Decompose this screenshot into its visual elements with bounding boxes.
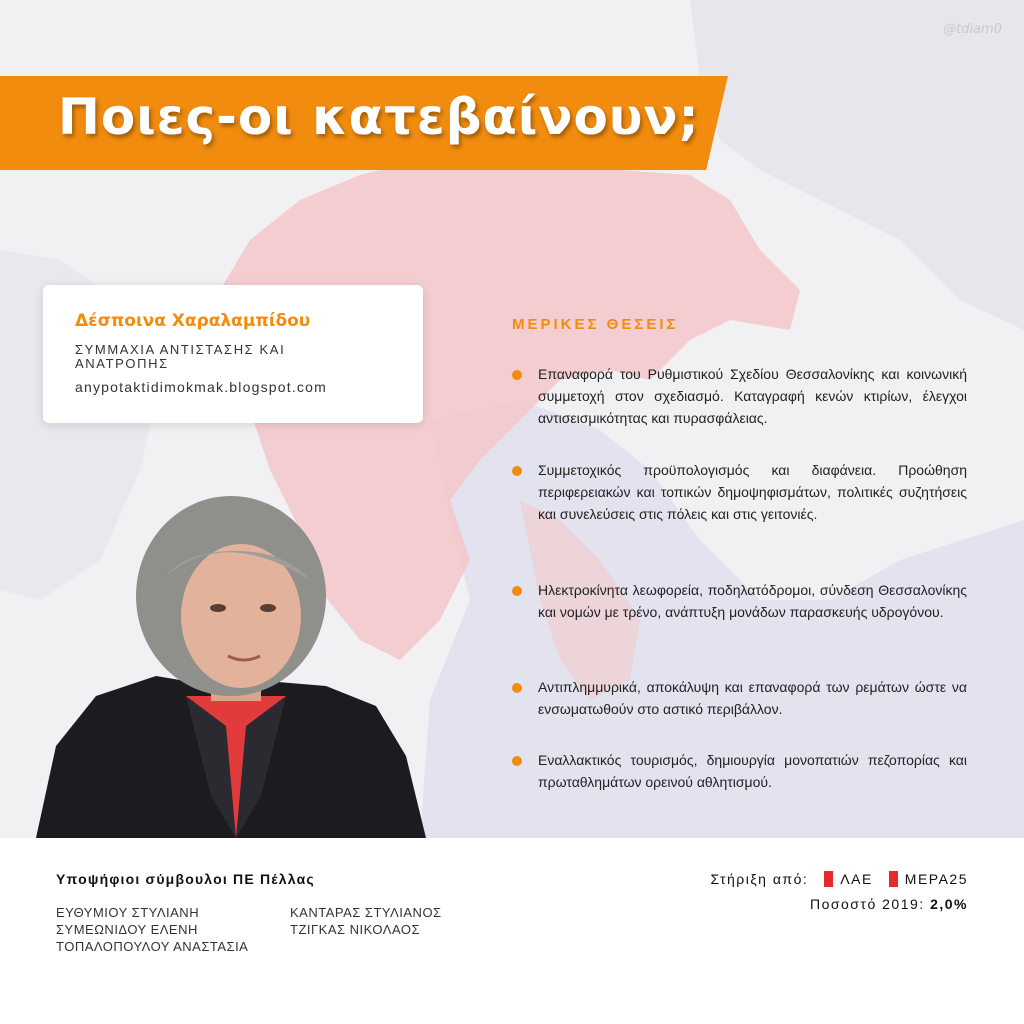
percent-label: Ποσοστό 2019: <box>809 896 925 912</box>
percent-value: 2,0% <box>930 896 968 912</box>
support-row <box>711 871 969 887</box>
page-title: Ποιες-οι κατεβαίνουν; <box>58 88 700 146</box>
percent-row <box>810 896 968 912</box>
footer <box>0 838 1024 1024</box>
bullet-dot-icon <box>512 370 522 380</box>
position-text: Συμμετοχικός προϋπολογισμός και διαφάνεια. Προώθηση περιφερειακών και τοπικών δημοψηφισμάτων, πολιτικές συζητήσεις και συνελεύσεις στις πόλεις και στις γειτονιές. <box>538 462 967 522</box>
position-text: Αντιπλημμυρικά, αποκάλυψη και επαναφορά των ρεμάτων ώστε να ενσωματωθούν στο αστικό περιβάλλον. <box>538 679 967 717</box>
position-text: Εναλλακτικός τουρισμός, δημιουργία μονοπατιών πεζοπορίας και πρωταθλημάτων ορεινού αθλητισμού. <box>538 752 967 790</box>
position-item <box>512 363 967 429</box>
bullet-dot-icon <box>512 466 522 476</box>
bullet-dot-icon <box>512 756 522 766</box>
supporter-name: ΜΕΡΑ25 <box>904 871 968 887</box>
council-list-1 <box>56 904 248 955</box>
supporter-name: ΛΑΕ <box>840 871 873 887</box>
position-text: Επαναφορά του Ρυθμιστικού Σχεδίου Θεσσαλονίκης και κοινωνική συμμετοχή στον σχεδιασμό. Καταγραφή κενών κτιρίων, έλεγχοι αντισεισμικότητας και πυρασφάλειας. <box>538 366 967 426</box>
position-item <box>512 749 967 793</box>
council-member: ΤΟΠΑΛΟΠΟΥΛΟΥ ΑΝΑΣΤΑΣΙΑ <box>56 939 249 954</box>
watermark: @tdiam0 <box>943 22 1002 37</box>
council-member: ΕΥΘΥΜΙΟΥ ΣΤΥΛΙΑΝΗ <box>56 905 200 920</box>
candidate-name: Δέσποινα Χαραλαμπίδου <box>75 311 311 331</box>
bullet-dot-icon <box>512 683 522 693</box>
candidate-card <box>43 285 423 423</box>
position-item <box>512 579 967 623</box>
candidate-portrait <box>36 496 426 838</box>
party-flag-icon <box>824 871 833 887</box>
position-item <box>512 676 967 720</box>
council-member: ΣΥΜΕΩΝΙΔΟΥ ΕΛΕΝΗ <box>56 922 198 937</box>
council-member: ΤΖΙΓΚΑΣ ΝΙΚΟΛΑΟΣ <box>290 922 421 937</box>
bullet-dot-icon <box>512 586 522 596</box>
support-label: Στήριξη από: <box>710 871 809 887</box>
position-text: Ηλεκτροκίνητα λεωφορεία, ποδηλατόδρομοι, σύνδεση Θεσσαλονίκης και νομών με τρένο, ανάπτυξη μονάδων παρασκευής υδρογόνου. <box>538 582 967 620</box>
candidate-website: anypotaktidimokmak.blogspot.com <box>75 379 327 395</box>
council-list-2 <box>290 904 442 938</box>
council-heading: Υποψήφιοι σύμβουλοι ΠΕ Πέλλας <box>56 871 315 887</box>
party-flag-icon <box>889 871 898 887</box>
position-item <box>512 459 967 525</box>
council-member: ΚΑΝΤΑΡΑΣ ΣΤΥΛΙΑΝΟΣ <box>290 905 442 920</box>
positions-heading: ΜΕΡΙΚΕΣ ΘΕΣΕΙΣ <box>512 316 679 333</box>
candidate-party: ΣΥΜΜΑΧΙΑ ΑΝΤΙΣΤΑΣΗΣ ΚΑΙ ΑΝΑΤΡΟΠΗΣ <box>75 342 286 371</box>
